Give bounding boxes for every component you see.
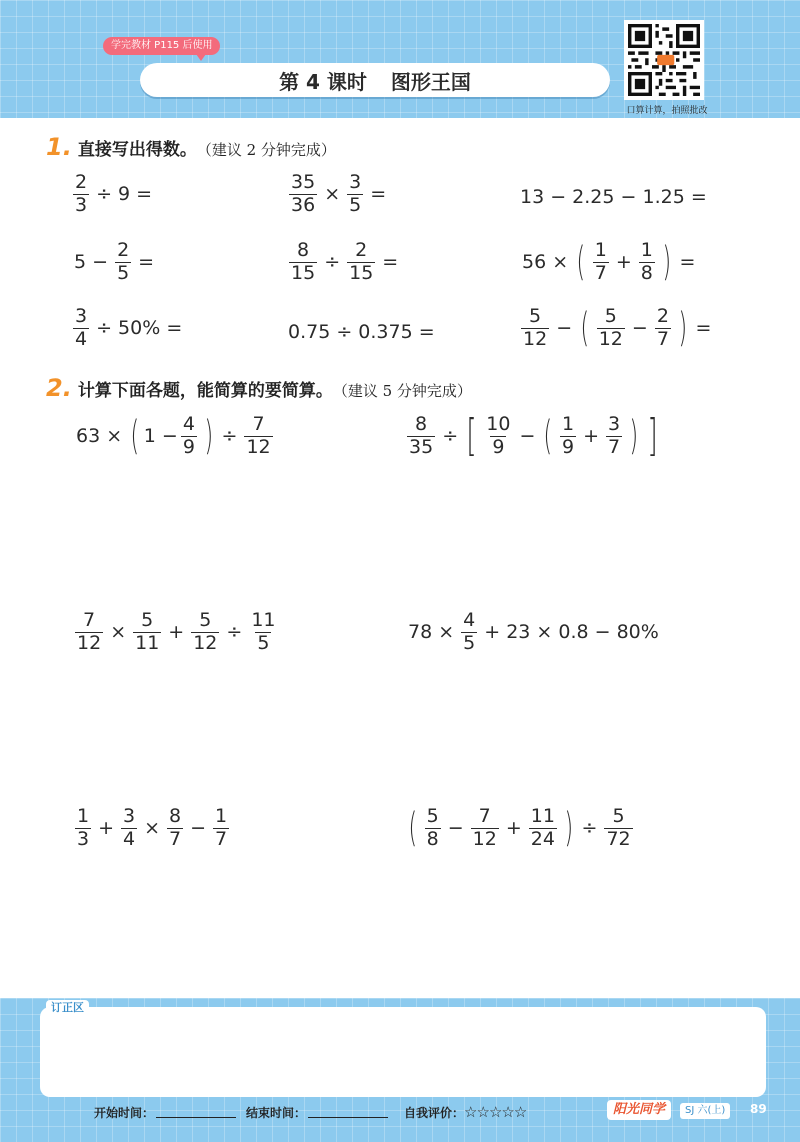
section-2-hint: （建议 5 分钟完成） bbox=[332, 382, 472, 400]
start-time-label: 开始时间： bbox=[94, 1105, 155, 1120]
fraction: $\frac{2}{5}$ bbox=[117, 239, 130, 284]
brand-logo: 阳光同学 bbox=[607, 1100, 671, 1120]
fraction: $\frac{1}{7}$ bbox=[215, 805, 228, 850]
fraction: $\frac{5}{12}$ bbox=[523, 305, 548, 350]
correction-label: 订正区 bbox=[46, 1000, 89, 1016]
fraction: $\frac{3}{5}$ bbox=[349, 171, 362, 216]
start-time-field[interactable] bbox=[156, 1106, 236, 1118]
fraction: $\frac{5}{12}$ bbox=[193, 609, 218, 654]
page-title bbox=[140, 63, 610, 97]
section-1-heading bbox=[46, 133, 336, 161]
fraction: $\frac{3}{4}$ bbox=[123, 805, 136, 850]
section-2-title: 计算下面各题，能简算的要简算。 bbox=[77, 381, 333, 401]
s2-expr-b: $\frac{8}{35}$ ÷ [ $\frac{10}{9}$ − ( $\frac{1}{9}$ + $\frac{3}{7}$ ) ] bbox=[409, 410, 658, 462]
fraction: $\frac{5}{12}$ bbox=[598, 305, 623, 350]
usage-hint-tag: 学完教材 P115 后使用 bbox=[103, 37, 220, 55]
fraction: $\frac{1}{7}$ bbox=[594, 239, 607, 284]
end-time-label: 结束时间： bbox=[246, 1105, 307, 1120]
fraction: $\frac{7}{12}$ bbox=[472, 805, 497, 850]
s2-expr-e: $\frac{1}{3}$ + $\frac{3}{4}$ × $\frac{8}{7}$ − $\frac{1}{7}$ bbox=[77, 805, 228, 850]
fraction: $\frac{4}{5}$ bbox=[463, 609, 476, 654]
section-2-heading bbox=[46, 374, 472, 402]
fraction: $\frac{7}{12}$ bbox=[77, 609, 102, 654]
page-number: 89 bbox=[750, 1102, 767, 1116]
correction-area[interactable] bbox=[40, 1007, 766, 1097]
fraction: $\frac{5}{8}$ bbox=[426, 805, 439, 850]
fraction: $\frac{3}{7}$ bbox=[608, 413, 621, 458]
s2-expr-a: 63 × ( 1 − $\frac{4}{9}$ ) ÷ $\frac{7}{12}$ bbox=[76, 413, 271, 460]
s2-expr-c: $\frac{7}{12}$ × $\frac{5}{11}$ + $\frac{5}{12}$ ÷ $\frac{11}{5}$ bbox=[77, 609, 276, 654]
section-1-hint: （建议 2 分钟完成） bbox=[196, 141, 336, 159]
section-1-number: 1. bbox=[46, 133, 72, 161]
footer-info-row bbox=[94, 1103, 526, 1121]
fraction: $\frac{8}{15}$ bbox=[291, 239, 316, 284]
lesson-label: 第 4 课时 bbox=[279, 69, 367, 94]
fraction: $\frac{10}{9}$ bbox=[486, 413, 511, 458]
fraction: $\frac{8}{35}$ bbox=[409, 413, 434, 458]
s1-expr-d: 5 − $\frac{2}{5}$ = bbox=[74, 239, 155, 284]
fraction: $\frac{5}{11}$ bbox=[135, 609, 160, 654]
topic-label: 图形王国 bbox=[390, 69, 471, 94]
s1-expr-f: 56 × ( $\frac{1}{7}$ + $\frac{1}{8}$ ) = bbox=[522, 239, 696, 286]
s2-expr-d: 78 × $\frac{4}{5}$ + 23 × 0.8 − 80% bbox=[408, 609, 659, 654]
fraction: $\frac{2}{3}$ bbox=[75, 171, 88, 216]
s1-expr-e: $\frac{8}{15}$ ÷ $\frac{2}{15}$ = bbox=[291, 239, 399, 284]
section-2-number: 2. bbox=[46, 374, 72, 402]
fraction: $\frac{1}{8}$ bbox=[640, 239, 653, 284]
fraction: $\frac{3}{4}$ bbox=[75, 305, 88, 350]
s1-expr-a: $\frac{2}{3}$ ÷ 9 = bbox=[75, 171, 153, 216]
section-1-title: 直接写出得数。 bbox=[77, 140, 197, 160]
self-rating-label: 自我评价： bbox=[404, 1105, 465, 1120]
s1-expr-h: 0.75 ÷ 0.375 = bbox=[288, 321, 435, 343]
fraction: $\frac{1}{3}$ bbox=[77, 805, 90, 850]
s1-expr-i: $\frac{5}{12}$ − ( $\frac{5}{12}$ − $\frac{2}{7}$ ) = bbox=[523, 305, 712, 352]
fraction: $\frac{4}{9}$ bbox=[182, 413, 195, 458]
qr-caption: 口算计算，拍照批改 bbox=[626, 106, 708, 116]
s1-expr-g: $\frac{3}{4}$ ÷ 50% = bbox=[75, 305, 183, 350]
star-rating-icon[interactable]: ☆☆☆☆☆ bbox=[464, 1103, 527, 1121]
fraction: $\frac{11}{5}$ bbox=[251, 609, 276, 654]
qr-code-icon[interactable] bbox=[624, 20, 704, 100]
fraction: $\frac{8}{7}$ bbox=[169, 805, 182, 850]
s2-expr-f: ( $\frac{5}{8}$ − $\frac{7}{12}$ + $\frac{11}{24}$ ) ÷ $\frac{5}{72}$ bbox=[408, 805, 631, 852]
fraction: $\frac{11}{24}$ bbox=[530, 805, 555, 850]
s1-expr-b: $\frac{35}{36}$ × $\frac{3}{5}$ = bbox=[291, 171, 387, 216]
fraction: $\frac{1}{9}$ bbox=[562, 413, 575, 458]
fraction: $\frac{5}{72}$ bbox=[606, 805, 631, 850]
s1-expr-c: 13 − 2.25 − 1.25 = bbox=[520, 186, 707, 208]
fraction: $\frac{2}{7}$ bbox=[656, 305, 669, 350]
end-time-field[interactable] bbox=[308, 1106, 388, 1118]
fraction: $\frac{35}{36}$ bbox=[291, 171, 316, 216]
grade-tag: SJ 六(上) bbox=[680, 1103, 730, 1119]
fraction: $\frac{7}{12}$ bbox=[246, 413, 271, 458]
fraction: $\frac{2}{15}$ bbox=[349, 239, 374, 284]
